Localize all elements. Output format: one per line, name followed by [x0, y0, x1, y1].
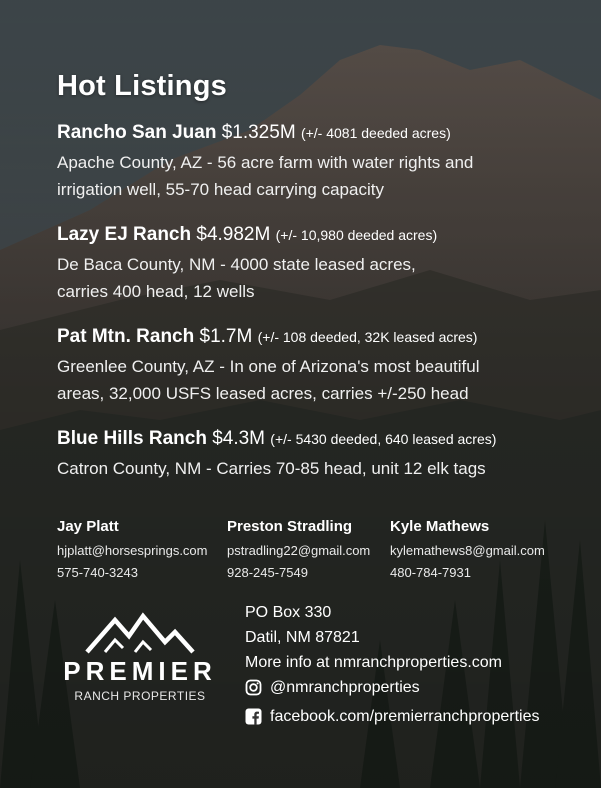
listing-description-line: Catron County, NM - Carries 70-85 head, unit 12 elk tags: [57, 459, 486, 478]
listing-rancho-san-juan: [57, 120, 597, 203]
logo-subtitle: RANCH PROPERTIES: [74, 689, 206, 703]
listing-header: [57, 120, 597, 146]
instagram-link[interactable]: [245, 675, 420, 700]
contact-phone[interactable]: 480-784-7931: [390, 565, 471, 580]
listing-description: [57, 149, 597, 203]
facebook-url: facebook.com/premierranchproperties: [270, 708, 540, 725]
contact-name: Kyle Mathews: [390, 518, 490, 535]
contact-name: Jay Platt: [57, 518, 119, 535]
facebook-icon: [245, 708, 262, 725]
logo-wordmark: PREMIER: [63, 656, 217, 686]
contact-phone[interactable]: 575-740-3243: [57, 565, 138, 580]
contact-email[interactable]: kylemathews8@gmail.com: [390, 543, 545, 558]
listing-price: $4.982M: [196, 224, 271, 245]
listing-description-line: Greenlee County, AZ - In one of Arizona's most beautiful: [57, 357, 480, 376]
company-contact-info: [245, 600, 601, 733]
contact-email[interactable]: pstradling22@gmail.com: [227, 543, 371, 558]
contact-phone[interactable]: 928-245-7549: [227, 565, 308, 580]
instagram-handle: @nmranchproperties: [270, 679, 420, 696]
mountain-peaks-icon: [85, 612, 195, 654]
listing-name: Lazy EJ Ranch: [57, 224, 192, 245]
listing-name: Pat Mtn. Ranch: [57, 326, 195, 347]
listing-description-line: De Baca County, NM - 4000 state leased acres,: [57, 255, 416, 274]
contact-jay-platt: [57, 516, 207, 584]
listing-acres: (+/- 10,980 deeded acres): [275, 227, 438, 243]
contact-kyle-mathews: [390, 516, 545, 584]
instagram-icon: [245, 679, 262, 696]
listing-description: [57, 353, 597, 407]
listing-description: [57, 251, 597, 305]
listing-blue-hills-ranch: [57, 426, 597, 482]
listing-description-line: areas, 32,000 USFS leased acres, carries +/-250 head: [57, 384, 469, 403]
listing-description-line: Apache County, AZ - 56 acre farm with water rights and: [57, 153, 474, 172]
listing-lazy-ej-ranch: [57, 222, 597, 305]
listing-pat-mtn-ranch: [57, 324, 597, 407]
contact-name: Preston Stradling: [227, 518, 353, 535]
listing-name: Blue Hills Ranch: [57, 428, 207, 449]
listing-price: $1.7M: [199, 326, 253, 347]
listing-header: [57, 426, 597, 452]
listing-name: Rancho San Juan: [57, 122, 217, 143]
city-state-zip: Datil, NM 87821: [245, 629, 360, 646]
listing-header: [57, 324, 597, 350]
listing-acres: (+/- 5430 deeded, 640 leased acres): [270, 431, 497, 447]
po-box: PO Box 330: [245, 604, 332, 621]
listing-acres: (+/- 108 deeded, 32K leased acres): [257, 329, 478, 345]
listing-description: [57, 455, 597, 482]
premier-logo: [60, 612, 220, 703]
page-title: Hot Listings: [57, 70, 227, 102]
listing-price: $4.3M: [212, 428, 266, 449]
listing-price: $1.325M: [221, 122, 296, 143]
listing-description-line: irrigation well, 55-70 head carrying capacity: [57, 180, 384, 199]
website-info[interactable]: More info at nmranchproperties.com: [245, 654, 502, 671]
contact-preston-stradling: [227, 516, 370, 584]
listing-acres: (+/- 4081 deeded acres): [300, 125, 451, 141]
facebook-link[interactable]: [245, 704, 539, 729]
listing-description-line: carries 400 head, 12 wells: [57, 282, 255, 301]
contact-email[interactable]: hjplatt@horsesprings.com: [57, 543, 208, 558]
listing-header: [57, 222, 597, 248]
